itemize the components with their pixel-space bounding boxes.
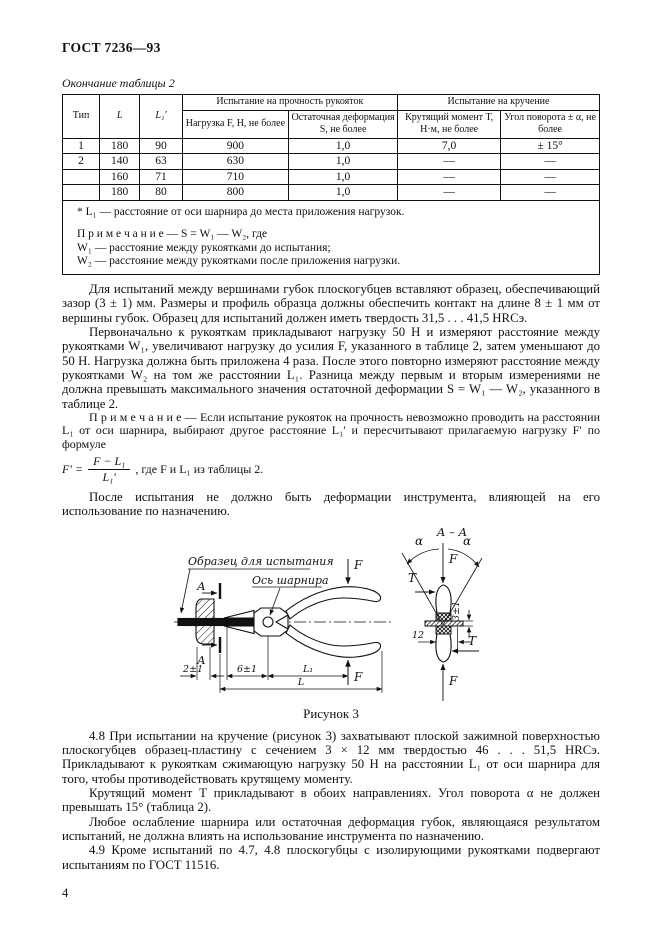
table-cell: — bbox=[501, 169, 600, 185]
col-header-load: Нагрузка F, Н, не более bbox=[182, 110, 288, 138]
formula bbox=[62, 455, 600, 486]
table-caption: Окончание таблицы 2 bbox=[62, 76, 175, 90]
table-2 bbox=[62, 94, 600, 275]
force-label-top: F bbox=[354, 557, 363, 572]
table-footnote-row bbox=[63, 201, 600, 275]
table-cell: 710 bbox=[182, 169, 288, 185]
ferrule-bottom bbox=[436, 626, 451, 634]
specimen-bar bbox=[178, 618, 254, 625]
table-cell: 71 bbox=[140, 169, 182, 185]
table-cell: 180 bbox=[100, 185, 140, 201]
col-header-torque: Крутящий момент Т, Н·м, не более bbox=[398, 110, 501, 138]
specimen-leader bbox=[181, 569, 190, 613]
section-letter-bottom: А bbox=[197, 652, 206, 667]
col-header-L: L bbox=[100, 95, 140, 139]
specimen-label: Образец для испытания bbox=[188, 554, 334, 568]
table-cell: 7,0 bbox=[398, 138, 501, 154]
dim-label-3: 3±1 bbox=[451, 600, 462, 621]
table-header-row-1 bbox=[63, 95, 600, 111]
body-text bbox=[62, 282, 600, 519]
section-force-label-bottom: F bbox=[449, 673, 458, 688]
table-row bbox=[63, 185, 600, 201]
paragraph-4-9: 4.9 Кроме испытаний по 4.7, 4.8 плоскогубцы с изолирующими рукоятками подвергают испытаниям по ГОСТ 11516. bbox=[62, 843, 600, 872]
table-cell: 80 bbox=[140, 185, 182, 201]
top-jaw bbox=[224, 610, 254, 618]
table-cell: 630 bbox=[182, 154, 288, 170]
table-row bbox=[63, 169, 600, 185]
ferrule-top bbox=[436, 613, 451, 621]
table-row bbox=[63, 154, 600, 170]
alpha-arc-left bbox=[407, 549, 439, 564]
paragraph-specimen: Для испытаний между вершинами губок плоскогубцев вставляют образец, обеспечивающий зазор (3 ± 1) мм. Размеры и профиль образца должны обеспечить контакт на длине 8 ± 1 мм от вершины губок. Образец для испытаний должен иметь твердость 31,5 . . . 41,5 HRCэ. bbox=[62, 281, 600, 325]
table-cell: 900 bbox=[182, 138, 288, 154]
table-cell: — bbox=[398, 185, 501, 201]
col-header-deform: Остаточная деформация S, не более bbox=[289, 110, 398, 138]
bottom-handle bbox=[286, 625, 381, 657]
figure-caption: Рисунок 3 bbox=[303, 705, 359, 721]
table-cell: 63 bbox=[140, 154, 182, 170]
formula-fraction bbox=[88, 455, 130, 486]
formula-prefix: F′ = bbox=[62, 462, 84, 477]
formula-numerator: F − L₁ bbox=[88, 455, 130, 471]
table-cell: 1,0 bbox=[289, 185, 398, 201]
col-header-L1: L₁′ bbox=[140, 95, 182, 139]
pliers-test-diagram bbox=[130, 523, 530, 705]
table-cell: 1,0 bbox=[289, 138, 398, 154]
doc-header: ГОСТ 7236—93 bbox=[62, 40, 161, 55]
table-cell: — bbox=[501, 185, 600, 201]
note-w2: W₂ — расстояние между рукоятками после приложения нагрузки. bbox=[77, 254, 401, 267]
table-cell: — bbox=[501, 154, 600, 170]
specimen-block bbox=[196, 599, 214, 644]
hinge-pin bbox=[263, 617, 273, 627]
dim-label-L1: L₁ bbox=[302, 663, 314, 675]
table-cell: 160 bbox=[100, 169, 140, 185]
alpha-label-left: α bbox=[414, 533, 424, 548]
paragraph-procedure: Первоначально к рукояткам прикладывают нагрузку 50 Н и измеряют расстояние между рукоятками W₁, увеличивают нагрузку до усилия F, указанного в таблице 2, затем уменьшают до 50 Н. Нагрузка должна быть приложена 4 раза. После этого повторно измеряют расстояние между рукоятками W₂ на том же расстоянии L₁. Разница между первым и вторым измерениями не должна превышать максимального значения остаточной деформации S = W₁ — W₂, указанного в таблице 2. bbox=[62, 324, 600, 411]
section-handle-bottom bbox=[436, 634, 451, 662]
formula-denominator: L₁′ bbox=[102, 470, 116, 485]
top-handle bbox=[286, 586, 381, 618]
table-cell: 180 bbox=[100, 138, 140, 154]
table-cell: 90 bbox=[140, 138, 182, 154]
table-cell: 1 bbox=[63, 138, 100, 154]
dim-label-2: 2±1 bbox=[182, 663, 204, 675]
table-cell: — bbox=[398, 169, 501, 185]
section-force-label-top: F bbox=[449, 551, 458, 566]
col-header-tip: Тип bbox=[63, 95, 100, 139]
table-cell: 1,0 bbox=[289, 169, 398, 185]
figure-3 bbox=[62, 523, 600, 722]
paragraph-note: П р и м е ч а н и е — Если испытание рукояток на прочность невозможно проводить на расстоянии L₁ от оси шарнира, выбирают другое расстояние L₁′ и пересчитывают прилагаемую нагрузку F′ по формуле bbox=[62, 409, 600, 451]
axis-label: Ось шарнира bbox=[252, 573, 329, 587]
paragraph-torque: Крутящий момент Т прикладывают в обоих направлениях. Угол поворота α не должен превышать 15° (таблица 2). bbox=[62, 786, 600, 815]
section-title: А – А bbox=[436, 524, 468, 539]
paragraph-after-test: После испытания не должно быть деформации инструмента, влияющей на его использование по назначению. bbox=[62, 490, 600, 519]
table-cell: ± 15° bbox=[501, 138, 600, 154]
table-cell: 140 bbox=[100, 154, 140, 170]
table-cell: 2 bbox=[63, 154, 100, 170]
page-number: 4 bbox=[62, 886, 69, 901]
torque-label-top: T bbox=[408, 570, 417, 585]
formula-suffix: , где F и L₁ из таблицы 2. bbox=[135, 462, 264, 477]
table-cell bbox=[63, 169, 100, 185]
section-view bbox=[402, 543, 482, 701]
paragraph-loosening: Любое ослабление шарнира или остаточная деформация губок, являющаяся результатом испытаний, не должна влиять на использование инструмента по назначению. bbox=[62, 814, 600, 844]
alpha-label-right: α bbox=[462, 533, 472, 548]
table-cell: 1,0 bbox=[289, 154, 398, 170]
dim-label-L: L bbox=[297, 676, 305, 688]
table-row bbox=[63, 138, 600, 154]
table-cell: — bbox=[398, 154, 501, 170]
table-cell: 800 bbox=[182, 185, 288, 201]
note-w1: W₁ — расстояние между рукоятками до испытания; bbox=[77, 241, 331, 254]
dim-label-12: 12 bbox=[411, 629, 425, 641]
section-letter-top: А bbox=[197, 578, 206, 593]
group-header-strength: Испытание на прочность рукояток bbox=[182, 95, 397, 111]
bottom-jaw bbox=[224, 626, 254, 634]
torque-label-bottom: T bbox=[468, 633, 477, 648]
after-figure-text bbox=[62, 729, 600, 872]
section-handle-top bbox=[436, 585, 451, 613]
paragraph-4-8: 4.8 При испытании на кручение (рисунок 3) захватывают плоской зажимной поверхностью плоскогубцев образец-пластину с сечением 3 × 12 мм твердостью 46 . . . 51,5 HRCэ. Прикладывают к рукояткам сжимающую нагрузку 50 Н на расстоянии L₁ от оси шарнира для того, чтобы противодействовать крутящему моменту. bbox=[62, 728, 600, 786]
note-title: П р и м е ч а н и е — S = W₁ — W₂, где bbox=[77, 228, 268, 241]
col-header-angle: Угол поворота ± α, не более bbox=[501, 110, 600, 138]
table-cell bbox=[63, 185, 100, 201]
dim-label-6: 6±1 bbox=[236, 663, 258, 675]
table-footnote-cell bbox=[63, 201, 600, 275]
group-header-torsion: Испытание на кручение bbox=[398, 95, 600, 111]
force-label-bottom: F bbox=[354, 669, 363, 684]
footnote-L1: * L₁ — расстояние от оси шарнира до места приложения нагрузок. bbox=[77, 206, 405, 219]
